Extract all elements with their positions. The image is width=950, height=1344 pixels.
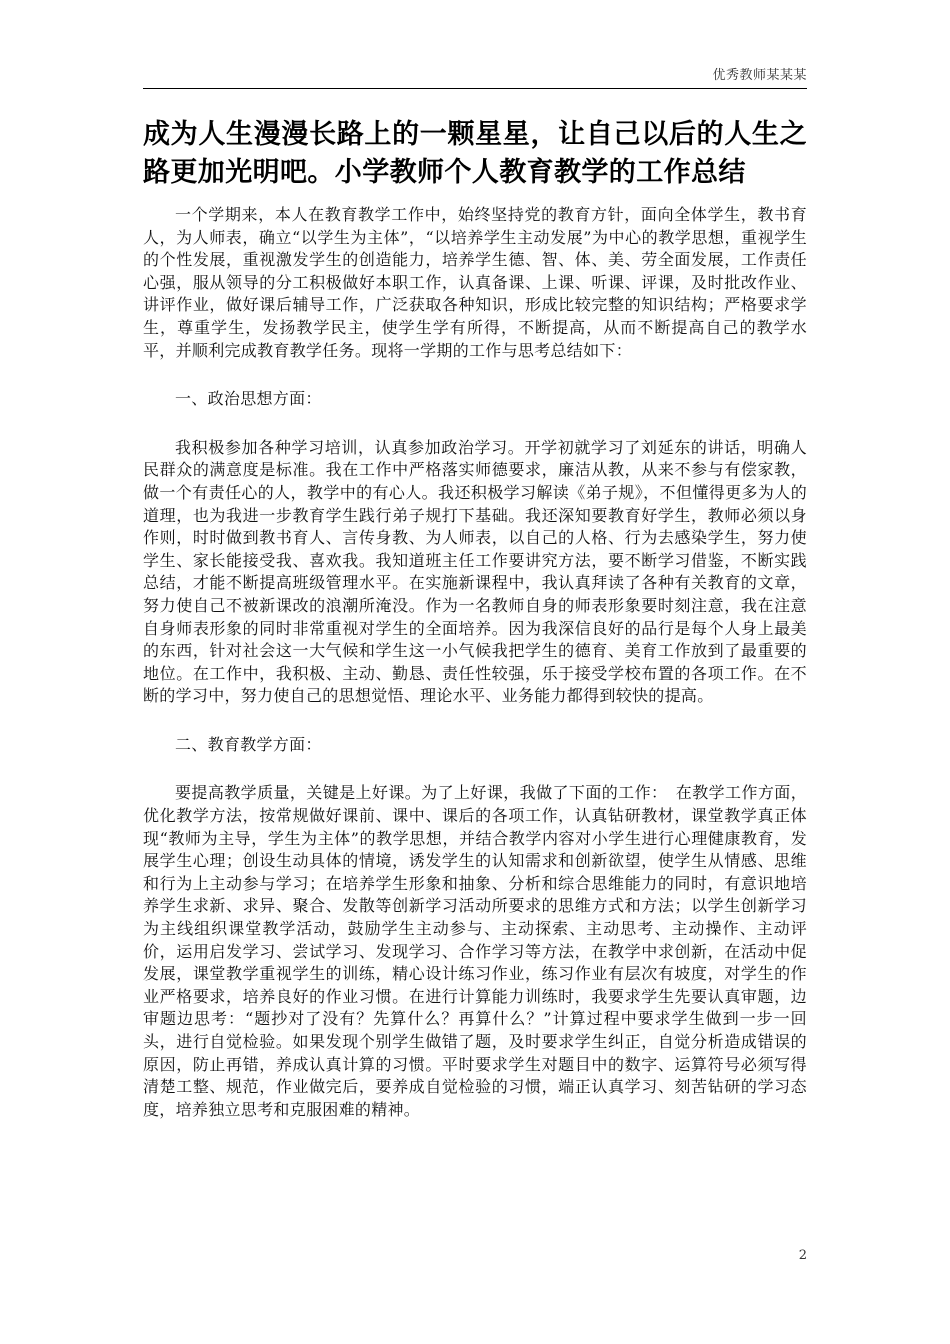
paragraph-teaching: 要提高教学质量，关键是上好课。为了上好课，我做了下面的工作： 在教学工作方面，优化教学方法，按常规做好课前、课中、课后的各项工作，认真钻研教材，课堂教学真正体现“教师为主导，学生为主体”的教学思想，并结合教学内容对小学生进行心理健康教育，发展学生心理；创设生动具体的情境，诱发学生的认知需求和创新欲望，使学生从情感、思维和行为上主动参与学习；在培养学生形象和抽象、分析和综合思维能力的同时，有意识地培养学生求新、求异、聚合、发散等创新学习活动所要求的思维方式和方法；以学生创新学习为主线组织课堂教学活动，鼓励学生主动参与、主动探索、主动思考、主动操作、主动评价，运用启发学习、尝试学习、发现学习、合作学习等方法，在教学中求创新，在活动中促发展，课堂教学重视学生的训练，精心设计练习作业，练习作业有层次有坡度，对学生的作业严格要求，培养良好的作业习惯。在进行计算能力训练时，我要求学生先要认真审题，边审题边思考：“题抄对了没有？先算什么？再算什么？”计算过程中要求学生做到一步一回头，进行自觉检验。如果发现个别学生做错了题，及时要求学生纠正，自觉分析造成错误的原因，防止再错，养成认真计算的习惯。平时要求学生对题目中的数字、运算符号必须写得清楚工整、规范，作业做完后，要养成自觉检验的习惯，端正认真学习、刻苦钻研的学习态度，培养独立思考和克服困难的精神。 — [143, 783, 807, 1119]
paragraph-intro: 一个学期来，本人在教育教学工作中，始终坚持党的教育方针，面向全体学生，教书育人，为人师表，确立“以学生为主体”，“以培养学生主动发展”为中心的教学思想，重视学生的个性发展，重视激发学生的创造能力，培养学生德、智、体、美、劳全面发展，工作责任心强，服从领导的分工积极做好本职工作，认真备课、上课、听课、评课，及时批改作业、讲评作业，做好课后辅导工作，广泛获取各种知识，形成比较完整的知识结构；严格要求学生，尊重学生，发扬教学民主，使学生学有所得，不断提高，从而不断提高自己的教学水平，并顺利完成教育教学任务。现将一学期的工作与思考总结如下： — [143, 205, 807, 360]
header-divider — [143, 88, 807, 89]
document-title: 成为人生漫漫长路上的一颗星星，让自己以后的人生之路更加光明吧。小学教师个人教育教学的工作总结 — [143, 119, 807, 188]
paragraph-political: 我积极参加各种学习培训，认真参加政治学习。开学初就学习了刘延东的讲话，明确人民群众的满意度是标准。我在工作中严格落实师德要求，廉洁从教，从来不参与有偿家教，做一个有责任心的人，教学中的有心人。我还积极学习解读《弟子规》，不但懂得更多为人的道理，也为我进一步教育学生践行弟子规打下基础。我还深知要教育好学生，教师必须以身作则，时时做到教书育人、言传身教、为人师表，以自己的人格、行为去感染学生，努力使学生、家长能接受我、喜欢我。我知道班主任工作要讲究方法，要不断学习借鉴，不断实践总结，才能不断提高班级管理水平。在实施新课程中，我认真拜读了各种有关教育的文章，努力使自己不被新课改的浪潮所淹没。作为一名教师自身的师表形象要时刻注意，我在注意自身师表形象的同时非常重视对学生的全面培养。因为我深信良好的品行是每个人身上最美的东西，针对社会这一大气候和学生这一小气候我把学生的德育、美育工作放到了最重要的地位。在工作中，我积极、主动、勤恳、责任性较强，乐于接受学校布置的各项工作。在不断的学习中，努力使自己的思想觉悟、理论水平、业务能力都得到较快的提高。 — [143, 437, 807, 706]
section-heading-political: 一、政治思想方面： — [175, 389, 322, 409]
document-body — [143, 204, 807, 1147]
page-header-text: 优秀教师某某某 — [712, 68, 807, 83]
page-number: 2 — [798, 1248, 807, 1263]
section-heading-teaching: 二、教育教学方面： — [175, 734, 322, 754]
